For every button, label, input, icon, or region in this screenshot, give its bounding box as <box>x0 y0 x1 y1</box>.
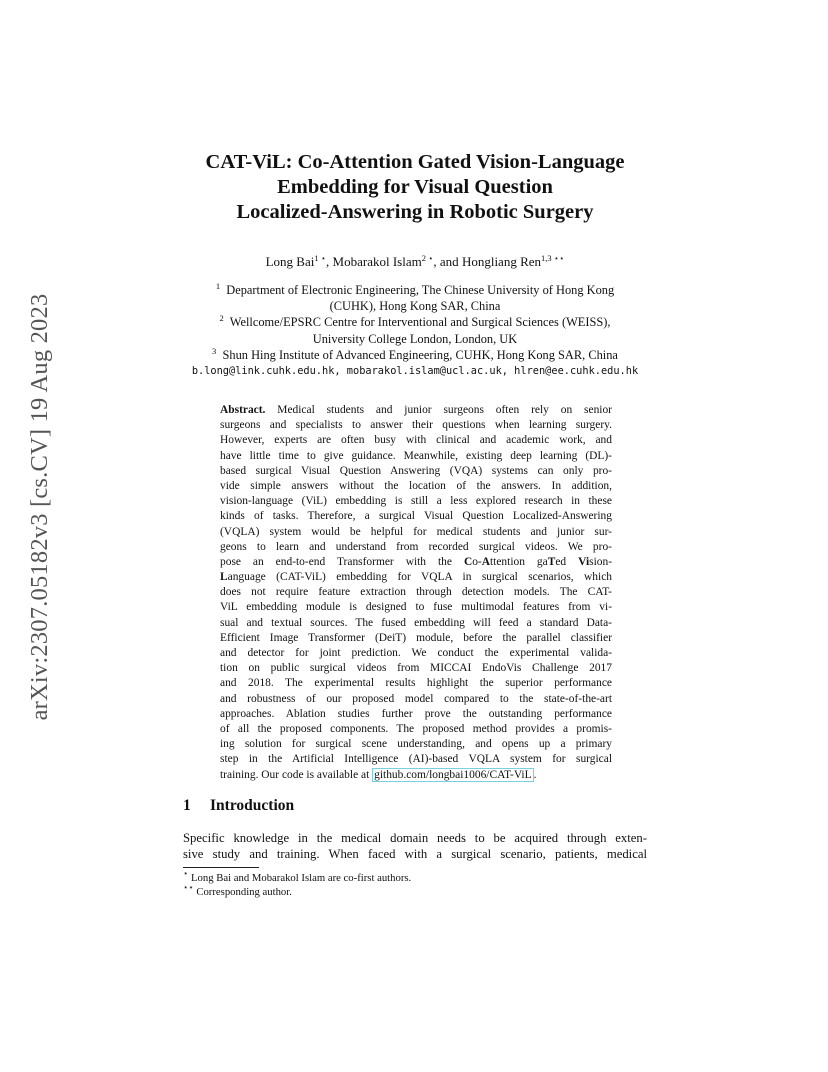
abstract-line: (VQLA) system would be helpful for medical students and junior sur- <box>220 525 612 538</box>
affiliation-text: Shun Hing Institute of Advanced Engineering, CUHK, Hong Kong SAR, China <box>222 347 618 362</box>
affiliation-text: Wellcome/EPSRC Centre for Interventional and Surgical Sciences (WEISS), <box>229 315 611 330</box>
abstract-line <box>220 768 612 783</box>
abstract-line: sual and textual sources. The fused embedding will feed a standard Data- <box>220 616 612 629</box>
affiliation-number: 1 <box>215 281 221 291</box>
abstract-line: have little time to give guidance. Meanwhile, existing deep learning (DL)- <box>220 449 612 462</box>
footnote-mark: ⋆ <box>183 868 189 878</box>
abstract-text: . <box>533 768 537 781</box>
affiliation-text: Department of Electronic Engineering, The Chinese University of Hong Kong <box>226 283 615 297</box>
title-line: Localized-Answering in Robotic Surgery <box>236 201 594 223</box>
section-heading <box>183 797 294 815</box>
abstract-line: approaches. Ablation studies further prove the outstanding performance <box>220 707 612 720</box>
affiliation-number: 2 <box>219 313 224 324</box>
footnote-divider <box>183 867 259 868</box>
footnote-text: Corresponding author. <box>193 886 292 898</box>
affiliation-line <box>150 347 680 363</box>
arxiv-identifier-stamp <box>22 282 58 732</box>
affiliation-line: University College London, London, UK <box>312 331 518 346</box>
acronym-bold-letter: Vi <box>578 555 590 568</box>
abstract-text: ttention ga <box>490 555 548 568</box>
abstract-line: However, experts are often busy with clinical and academic work, and <box>220 434 612 447</box>
abstract-line: Efficient Image Transformer (DeiT) module, before the parallel classifier <box>220 631 612 644</box>
abstract-line <box>220 403 612 418</box>
author-affiliation-number: 2 <box>421 253 426 263</box>
arxiv-identifier: arXiv:2307.05182v3 [cs.CV] 19 Aug 2023 <box>26 293 53 721</box>
author-separator: , <box>326 254 333 269</box>
abstract <box>220 403 612 783</box>
acronym-bold-letter: T <box>547 555 556 568</box>
abstract-text: Medical students and junior surgeons often rely on senior <box>265 404 612 416</box>
paper-title <box>150 150 680 225</box>
footnote <box>183 882 411 899</box>
author-footnote-mark: ⋆⋆ <box>551 253 565 263</box>
introduction-text <box>183 830 647 862</box>
abstract-line: and detector for joint prediction. We conduct the experimental valida- <box>220 647 612 659</box>
abstract-line: surgeons and specialists to answer their questions when learning surgery. <box>220 419 612 432</box>
abstract-line: geons to learn and understand from recorded surgical videos. We pro- <box>220 540 612 553</box>
author-footnote-mark: ⋆ <box>318 253 327 263</box>
body-line: sive study and training. When faced with a surgical scenario, patients, medical <box>183 847 647 861</box>
abstract-line: and 2018. The experimental results highlight the superior performance <box>220 677 612 690</box>
section-title: Introduction <box>210 797 295 814</box>
abstract-text: o- <box>472 555 482 568</box>
abstract-line: tion on public surgical videos from MICCAI EndoVis Challenge 2017 <box>220 662 612 675</box>
abstract-line: kinds of tasks. Therefore, a surgical Visual Question Localized-Answering <box>220 510 612 523</box>
abstract-line: of all the proposed components. The proposed method provides a promis- <box>220 722 612 735</box>
affiliation-line <box>150 314 680 330</box>
author-separator: , and <box>433 254 462 269</box>
author-name: Mobarakol Islam <box>332 254 422 269</box>
author-footnote-mark: ⋆ <box>425 253 434 263</box>
abstract-line: does not require feature extraction through detection models. The CAT- <box>220 586 612 599</box>
abstract-text: anguage (CAT-ViL) embedding for VQLA in surgical scenarios, which <box>227 571 612 584</box>
footnotes <box>183 868 412 899</box>
footnote-mark: ⋆⋆ <box>183 882 194 892</box>
author-name: Hongliang Ren <box>461 254 542 269</box>
author-emails: b.long@link.cuhk.edu.hk, mobarakol.islam@ucl.ac.uk, hlren@ee.cuhk.edu.hk <box>191 365 639 378</box>
author-list <box>150 254 680 270</box>
code-repository-link[interactable]: github.com/longbai1006/CAT-ViL <box>374 768 532 781</box>
acronym-bold-letter: A <box>481 555 490 568</box>
footnote-text: Long Bai and Mobarakol Islam are co-first authors. <box>188 872 412 884</box>
acronym-bold-letter: C <box>463 555 473 568</box>
abstract-text: training. Our code is available at <box>220 768 373 781</box>
section-number: 1 <box>183 797 191 814</box>
author-name: Long Bai <box>265 254 315 269</box>
abstract-line: ing solution for surgical scene understanding, and opens up a primary <box>220 738 612 751</box>
abstract-line: ViL embedding module is designed to fuse multimodal features from vi- <box>220 601 612 614</box>
body-line: Specific knowledge in the medical domain needs to be acquired through exten- <box>183 831 647 845</box>
abstract-text: sion- <box>589 555 612 568</box>
abstract-line: and robustness of our proposed model compared to the state-of-the-art <box>220 692 612 705</box>
abstract-line: vide simple answers without the location of the answers. In addition, <box>220 479 612 492</box>
abstract-line: step in the Artificial Intelligence (AI)-based VQLA system for surgical <box>220 753 612 766</box>
author-affiliation-number: 1 <box>314 253 319 263</box>
title-line: CAT-ViL: Co-Attention Gated Vision-Language <box>205 151 625 173</box>
footnote <box>183 868 412 885</box>
title-line: Embedding for Visual Question <box>277 176 553 198</box>
affiliations <box>150 282 680 379</box>
abstract-line: vision-language (ViL) embedding is still a less explored research in these <box>220 495 612 508</box>
affiliation-line <box>150 282 680 298</box>
abstract-text: ed <box>555 555 579 568</box>
abstract-label: Abstract. <box>220 404 266 416</box>
author-affiliation-number: 1,3 <box>541 253 552 263</box>
affiliation-number: 3 <box>212 345 217 356</box>
abstract-line <box>220 555 612 570</box>
acronym-bold-letter: L <box>220 571 228 584</box>
affiliation-line: (CUHK), Hong Kong SAR, China <box>329 299 501 314</box>
abstract-line: based surgical Visual Question Answering (VQA) systems can only pro- <box>220 464 612 477</box>
abstract-line <box>220 570 612 585</box>
abstract-text: pose an end-to-end Transformer with the <box>220 555 464 568</box>
